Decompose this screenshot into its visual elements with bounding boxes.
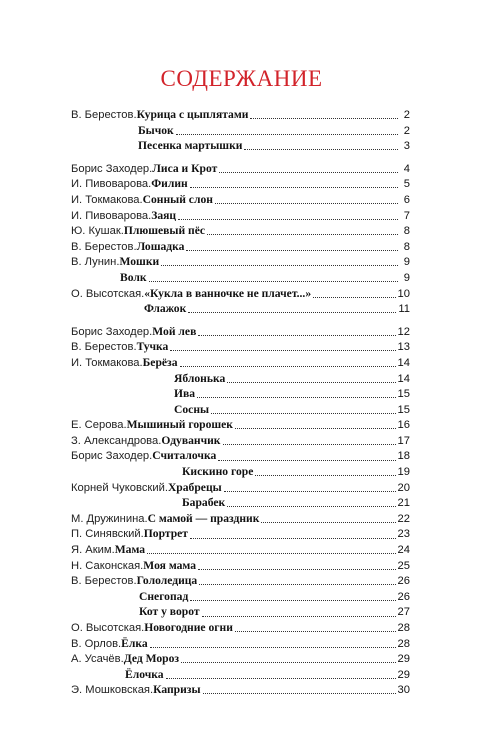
toc-page-number: 19 (397, 466, 410, 479)
toc-title: Мама (114, 543, 146, 557)
toc-leader-dots (147, 553, 395, 554)
toc-title: Лошадка (136, 239, 185, 253)
toc-page-number: 2 (403, 124, 410, 137)
toc-author: З. Александрова. (71, 434, 162, 447)
toc-title: С мамой — праздник (147, 511, 260, 525)
toc-entry (71, 433, 410, 449)
toc-author: В. Берестов. (71, 240, 137, 253)
toc-entry (71, 123, 410, 139)
toc-page-number: 11 (398, 303, 410, 316)
toc-entry (71, 208, 410, 224)
toc-entry (71, 526, 410, 542)
toc-leader-dots (149, 281, 398, 282)
toc-title: Гололедица (136, 574, 198, 588)
toc-title: Капризы (153, 683, 201, 697)
toc-page-number: 4 (403, 162, 410, 175)
toc-leader-dots (223, 444, 396, 445)
toc-leader-dots (198, 569, 395, 570)
toc-leader-dots (181, 662, 395, 663)
toc-entry (71, 542, 410, 558)
toc-page-number: 13 (397, 341, 410, 354)
toc-page-number: 7 (403, 209, 410, 222)
toc-author: Е. Серова. (71, 419, 127, 432)
toc-entry (71, 386, 410, 402)
toc-page-number: 22 (397, 512, 410, 525)
toc-leader-dots (190, 600, 395, 601)
toc-page-number: 21 (397, 497, 410, 510)
toc-author: И. Пивоварова. (71, 209, 152, 222)
table-of-contents (71, 107, 410, 698)
toc-page-number: 12 (397, 325, 410, 338)
toc-page-number: 5 (403, 178, 410, 191)
toc-page-number: 10 (397, 287, 410, 300)
toc-entry (71, 138, 410, 154)
toc-page-number: 26 (397, 575, 410, 588)
toc-leader-dots (166, 678, 396, 679)
toc-author: О. Высотская. (71, 622, 145, 634)
toc-title: Снегопад (139, 589, 189, 603)
toc-leader-dots (207, 234, 398, 235)
toc-title: Одуванчик (161, 433, 221, 447)
toc-leader-dots (170, 350, 395, 351)
toc-title: Дед Мороз (123, 652, 180, 666)
toc-author: В. Берестов. (71, 341, 137, 354)
toc-page-number: 30 (397, 684, 410, 697)
toc-page-number: 27 (397, 606, 410, 619)
toc-leader-dots (180, 366, 396, 367)
toc-leader-dots (202, 616, 396, 617)
toc-title: Флажок (144, 302, 187, 316)
toc-author: М. Дружинина. (71, 512, 148, 525)
toc-leader-dots (186, 250, 398, 251)
toc-leader-dots (261, 522, 395, 523)
toc-title: Тучка (136, 340, 169, 354)
toc-title: Портрет (143, 527, 188, 541)
toc-author: Борис Заходер. (71, 325, 153, 338)
toc-entry (71, 480, 410, 496)
toc-author: П. Синявский. (71, 528, 144, 541)
toc-title: Моя мама (143, 558, 197, 572)
toc-leader-dots (176, 134, 398, 135)
toc-title: Считалочка (152, 449, 217, 463)
toc-title: Мошки (119, 255, 160, 269)
toc-page-number: 24 (397, 544, 410, 557)
toc-title: Мышиный горошек (126, 418, 233, 432)
toc-entry (71, 286, 410, 302)
toc-author: В. Берестов. (71, 575, 137, 588)
toc-leader-dots (150, 647, 396, 648)
toc-entry (71, 511, 410, 527)
toc-entry (71, 464, 410, 480)
toc-author: И. Токмакова. (71, 356, 143, 369)
toc-title: Плюшевый пёс (123, 224, 206, 238)
toc-title: Кискино горе (182, 465, 254, 479)
toc-page-number: 16 (397, 419, 410, 432)
toc-page-number: 14 (397, 356, 410, 369)
toc-entry (71, 682, 410, 698)
toc-entry (71, 636, 410, 652)
toc-entry (71, 667, 410, 683)
toc-entry (71, 324, 410, 340)
toc-entry (71, 223, 410, 239)
toc-leader-dots (235, 428, 396, 429)
toc-title: Ёлка (121, 636, 148, 650)
toc-page-number: 28 (397, 637, 410, 650)
toc-leader-dots (219, 172, 398, 173)
toc-page-number: 17 (397, 434, 410, 447)
toc-leader-dots (244, 149, 398, 150)
toc-entry (71, 239, 410, 255)
toc-title: Курица с цыплятами (136, 108, 249, 121)
toc-title: Песенка мартышки (138, 139, 243, 153)
toc-author: И. Токмакова. (71, 193, 143, 206)
toc-leader-dots (203, 693, 396, 694)
toc-author: В. Орлов. (71, 637, 122, 650)
toc-title: Филин (151, 177, 188, 191)
toc-leader-dots (235, 631, 396, 632)
toc-title: Заяц (151, 208, 177, 222)
toc-leader-dots (250, 118, 398, 119)
toc-page-number: 15 (397, 388, 410, 401)
toc-page-number: 3 (403, 140, 410, 153)
toc-title: Барабек (182, 496, 226, 510)
toc-leader-dots (215, 203, 398, 204)
toc-leader-dots (190, 538, 396, 539)
toc-author: Корней Чуковский. (71, 481, 168, 494)
toc-title: Бычок (138, 123, 174, 137)
toc-author: А. Усачёв. (71, 653, 124, 666)
toc-entry (71, 192, 410, 208)
toc-title: Мой лев (152, 324, 197, 338)
toc-page-number: 9 (403, 256, 410, 269)
toc-entry (71, 301, 410, 317)
toc-leader-dots (198, 335, 395, 336)
toc-leader-dots (178, 219, 398, 220)
toc-title: Храбрецы (167, 480, 222, 494)
toc-author: И. Пивоварова. (71, 178, 152, 191)
toc-entry (71, 604, 410, 620)
toc-author: Я. Аким. (71, 544, 115, 557)
toc-page-number: 9 (403, 271, 410, 284)
toc-author: В. Лунин. (71, 256, 120, 269)
toc-entry (71, 589, 410, 605)
toc-entry (71, 573, 410, 589)
toc-page-number: 8 (403, 240, 410, 253)
toc-page-number: 6 (403, 193, 410, 206)
toc-entry (71, 448, 410, 464)
toc-page-number: 15 (397, 403, 410, 416)
toc-leader-dots (227, 382, 395, 383)
toc-leader-dots (227, 506, 395, 507)
page-title: СОДЕРЖАНИЕ (160, 66, 323, 91)
toc-title: Лиса и Крот (152, 161, 218, 175)
toc-entry (71, 270, 410, 286)
toc-entry (71, 176, 410, 192)
toc-page-number: 29 (397, 653, 410, 666)
toc-title: Сосны (174, 402, 210, 416)
toc-title: Волк (120, 270, 147, 284)
toc-page-number: 14 (397, 372, 410, 385)
toc-entry (71, 254, 410, 270)
toc-page-number: 29 (397, 668, 410, 681)
toc-title: Сонный слон (142, 192, 213, 206)
toc-entry (71, 339, 410, 355)
toc-leader-dots (197, 397, 395, 398)
toc-page-number: 28 (397, 622, 410, 634)
toc-leader-dots (190, 187, 398, 188)
toc-entry (71, 107, 410, 123)
toc-page-number: 2 (403, 109, 410, 121)
toc-leader-dots (255, 475, 395, 476)
toc-leader-dots (161, 265, 398, 266)
toc-page-number: 25 (397, 559, 410, 572)
toc-title: «Кукла в ванночке не плачет...» (144, 286, 312, 300)
toc-entry (71, 402, 410, 418)
toc-author: О. Высотская. (71, 287, 145, 300)
toc-page-number: 23 (397, 528, 410, 541)
toc-entry (71, 651, 410, 667)
toc-title: Ива (174, 387, 196, 401)
toc-author: Ю. Кушак. (71, 225, 124, 238)
toc-entry (71, 371, 410, 387)
toc-title: Новогодние огни (144, 621, 233, 634)
toc-leader-dots (211, 413, 395, 414)
toc-title: Ёлочка (125, 667, 164, 681)
toc-title: Берёза (142, 355, 178, 369)
toc-leader-dots (224, 491, 396, 492)
toc-page-number: 18 (397, 450, 410, 463)
toc-leader-dots (218, 460, 395, 461)
toc-entry (71, 620, 410, 636)
toc-author: Борис Заходер. (71, 450, 153, 463)
toc-leader-dots (313, 297, 395, 298)
toc-entry (71, 161, 410, 177)
toc-page-number: 26 (397, 590, 410, 603)
toc-leader-dots (188, 312, 396, 313)
toc-entry (71, 417, 410, 433)
toc-title: Кот у ворот (139, 605, 200, 619)
toc-entry (71, 495, 410, 511)
toc-author: В. Берестов. (71, 109, 137, 121)
toc-leader-dots (199, 584, 395, 585)
toc-author: Борис Заходер. (71, 162, 153, 175)
toc-entry (71, 558, 410, 574)
toc-author: Н. Саконская. (71, 559, 144, 572)
toc-entry (71, 355, 410, 371)
toc-page-number: 20 (397, 481, 410, 494)
toc-page-number: 8 (403, 225, 410, 238)
toc-title: Яблонька (174, 371, 226, 385)
toc-author: Э. Мошковская. (71, 684, 154, 697)
